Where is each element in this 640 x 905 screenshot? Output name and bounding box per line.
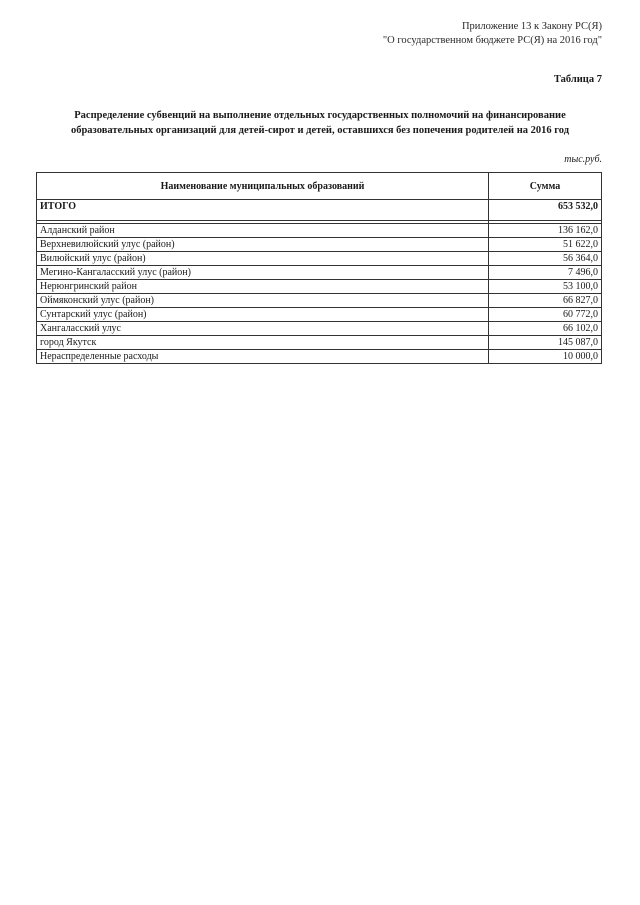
row-name: Нерюнгринский район	[37, 280, 489, 294]
row-amount: 7 496,0	[489, 266, 602, 280]
appendix-line-1: Приложение 13 к Закону РС(Я)	[461, 21, 602, 32]
row-amount: 66 102,0	[489, 322, 602, 336]
row-name: город Якутск	[37, 336, 489, 350]
row-name: Нераспределенные расходы	[37, 350, 489, 364]
total-row	[37, 200, 602, 221]
table-row	[37, 224, 602, 238]
total-amount: 653 532,0	[489, 200, 602, 221]
table-row	[37, 350, 602, 364]
row-name: Вилюйский улус (район)	[37, 252, 489, 266]
appendix-reference	[383, 20, 602, 48]
row-amount: 53 100,0	[489, 280, 602, 294]
table-row	[37, 280, 602, 294]
table-header-row	[37, 173, 602, 200]
table-row	[37, 336, 602, 350]
title-line-1: Распределение субвенций на выполнение отдельных государственных полномочий на финансирование	[74, 110, 566, 121]
title-line-2: образовательных организаций для детей-сирот и детей, оставшихся без попечения родителей на 2016 год	[70, 125, 570, 136]
row-amount: 51 622,0	[489, 238, 602, 252]
column-header-amount: Сумма	[489, 173, 602, 200]
column-header-name: Наименование муниципальных образований	[37, 173, 489, 200]
row-name: Верхневилюйский улус (район)	[37, 238, 489, 252]
row-amount: 10 000,0	[489, 350, 602, 364]
total-label: ИТОГО	[37, 200, 489, 221]
document-title	[40, 108, 600, 138]
row-amount: 145 087,0	[489, 336, 602, 350]
row-name: Сунтарский улус (район)	[37, 308, 489, 322]
appendix-line-2: "О государственном бюджете РС(Я) на 2016 год"	[382, 35, 602, 46]
units-label: тыс.руб.	[564, 154, 602, 165]
row-amount: 66 827,0	[489, 294, 602, 308]
row-name: Алданский район	[37, 224, 489, 238]
row-name: Хангаласский улус	[37, 322, 489, 336]
row-name: Мегино-Кангаласский улус (район)	[37, 266, 489, 280]
row-amount: 56 364,0	[489, 252, 602, 266]
table-row	[37, 266, 602, 280]
table-row	[37, 238, 602, 252]
table-row	[37, 308, 602, 322]
row-amount: 60 772,0	[489, 308, 602, 322]
subsidy-table	[36, 172, 602, 364]
table-row	[37, 294, 602, 308]
table-row	[37, 322, 602, 336]
table-number: Таблица 7	[553, 74, 602, 85]
row-amount: 136 162,0	[489, 224, 602, 238]
row-name: Оймяконский улус (район)	[37, 294, 489, 308]
table-row	[37, 252, 602, 266]
